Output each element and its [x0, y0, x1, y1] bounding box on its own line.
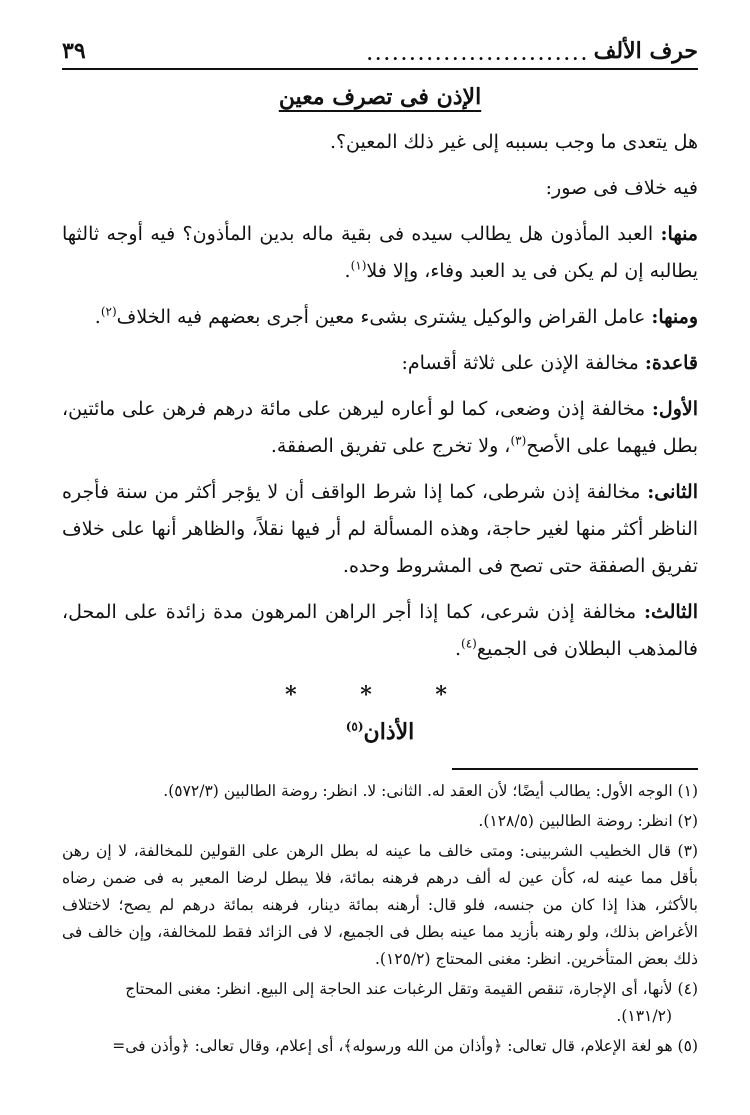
footnote: (٥) هو لغة الإعلام، قال تعالى: ﴿وأذان من الله ورسوله﴾، أى إعلام، وقال تعالى: ﴿وأذن فى=	[112, 1037, 698, 1055]
footnote: (٢) انظر: روضة الطالبين (١٢٨/٥).	[478, 812, 698, 830]
footnote	[62, 976, 698, 1030]
paragraph-text: فيه خلاف فى صور:	[545, 177, 698, 199]
section-separator: * * *	[285, 682, 475, 708]
paragraph-text: مخالفة الإذن على ثلاثة أقسام:	[401, 352, 645, 374]
paragraph	[62, 299, 698, 336]
paragraph-tail: ، ولا تخرج على تفريق الصفقة.	[270, 435, 511, 457]
paragraph	[62, 594, 698, 668]
paragraph-text: العبد المأذون هل يطالب سيده فى بقية ماله بدين المأذون؟ فيه أوجه ثالثها يطالبه إن لم يكن فى يد العبد وفاء، وإلا فلا	[62, 223, 698, 282]
section-title: الإذن فى تصرف معين	[278, 84, 482, 110]
paragraph-tail: .	[454, 638, 461, 660]
paragraph-text: مخالفة إذن شرعى، كما إذا أجر الراهن المرهون مدة زائدة على المحل، فالمذهب البطلان فى الجميع	[62, 601, 698, 660]
subheading	[62, 714, 698, 751]
footnote-ref[interactable]: (٢)	[100, 304, 117, 319]
paragraph-text: عامل القراض والوكيل يشترى بشىء معين أجرى بعضهم فيه الخلاف	[116, 306, 652, 328]
paragraph-lead: الثالث:	[643, 601, 698, 623]
running-header	[62, 30, 698, 70]
paragraph	[62, 170, 698, 207]
paragraph-text: مخالفة إذن شرطى، كما إذا شرط الواقف أن لا يؤجر أكثر من سنة فأجره الناظر أكثر منها لغير حاجة، وهذه المسألة لم أر فيها نقلاً، والظاهر أنها على خلاف تفريق الصفقة حتى تصح فى المشروط وحده.	[62, 481, 698, 577]
paragraph-lead: الثانى:	[647, 481, 698, 503]
footnote-continuation: (١٣١/٢).	[616, 1007, 672, 1025]
paragraph	[62, 124, 698, 161]
paragraph	[62, 391, 698, 465]
paragraph	[62, 216, 698, 290]
footnote-ref[interactable]: (٤)	[461, 636, 477, 651]
footnote-ref[interactable]: (٣)	[510, 433, 527, 448]
footnotes	[62, 778, 698, 1063]
paragraph-text: مخالفة إذن وضعى، كما لو أعاره ليرهن على مائة درهم فرهن على مائتين، بطل فيهما على الأصح	[62, 398, 698, 457]
main-text	[62, 124, 698, 751]
paragraph-tail: .	[94, 306, 101, 328]
paragraph-lead: منها:	[660, 223, 698, 245]
paragraph	[62, 474, 698, 585]
footnote-ref[interactable]: (٥)	[345, 719, 364, 734]
paragraph	[62, 345, 698, 382]
paragraph-tail: .	[344, 260, 351, 282]
footnote-ref[interactable]: (١)	[350, 258, 367, 273]
subheading-text: الأذان	[363, 719, 415, 745]
paragraph-lead: قاعدة:	[644, 352, 698, 374]
paragraph-lead: الأول:	[651, 398, 698, 420]
footnote: (١) الوجه الأول: يطالب أيضًا؛ لأن العقد له. الثانى: لا. انظر: روضة الطالبين (٥٧٢/٣).	[163, 782, 698, 800]
paragraph-text: هل يتعدى ما وجب بسببه إلى غير ذلك المعين؟.	[329, 131, 698, 153]
running-title-group	[367, 38, 698, 64]
page-number: ٣٩	[62, 38, 86, 64]
running-title: حرف الألف	[593, 38, 698, 64]
leader-dots: ..........................	[366, 45, 590, 64]
footnote-rule	[452, 768, 698, 770]
footnote-text: (٤) لأنها، أى الإجارة، تنقص القيمة وتقل الرغبات عند الحاجة إلى البيع. انظر: مغنى المحتاج	[125, 980, 698, 998]
paragraph-lead: ومنها:	[651, 306, 698, 328]
footnote: (٣) قال الخطيب الشربينى: ومتى خالف ما عينه له بطل الرهن على القولين للمخالفة، لا إن رهن بأقل مما عينه له، كأن عين له ألف درهم فرهنه بمائة، فلا يبطل لرضا المعير به فى ضمن رضاه بالأكثر، هذا إذا كان من جنسه، فلو قال: أرهنه بمائة دينار، فرهنه بمائة درهم لم يصح؛ لاختلاف الأغراض بذلك، ولو رهنه بأزيد مما عينه بطل فى الجميع، لا فى الزائد فقط للمخالفة، وإن خالف فى ذلك بعض المتأخرين. انظر: مغنى المحتاج (١٢٥/٢).	[62, 842, 698, 968]
